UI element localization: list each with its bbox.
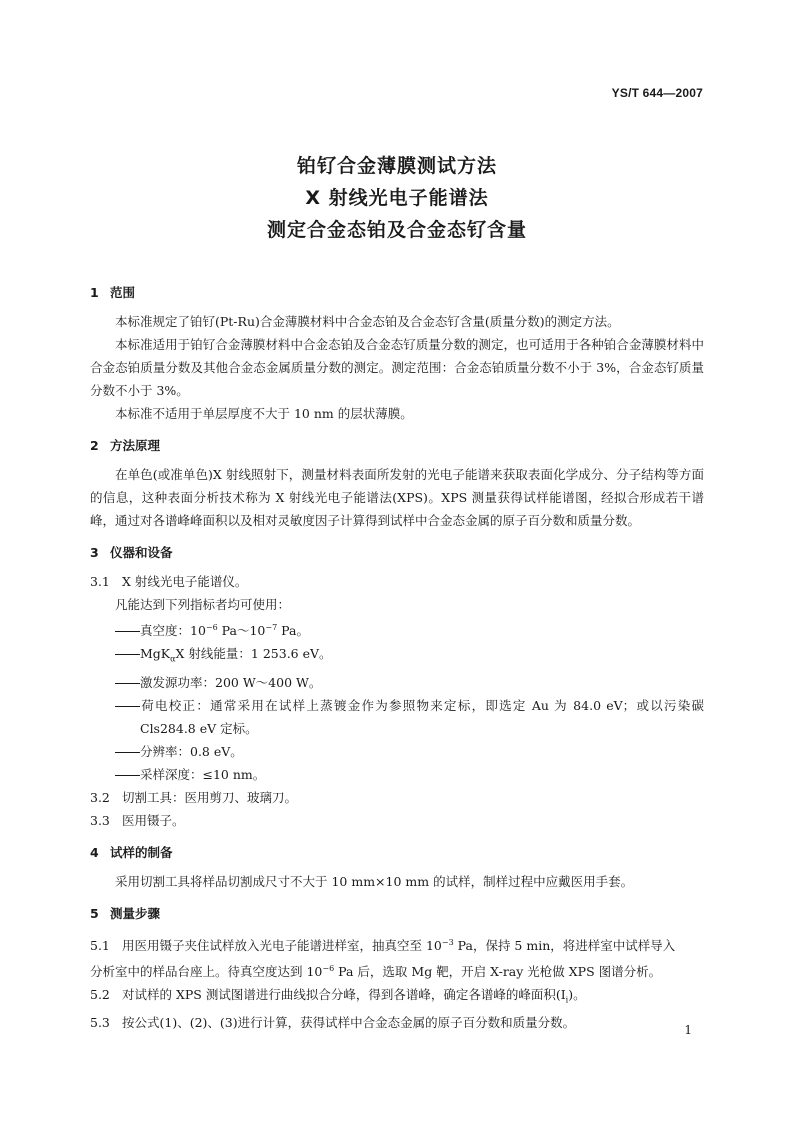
section-number: 4 bbox=[90, 844, 99, 860]
title-line-3: 测定合金态铂及合金态钌含量 bbox=[266, 219, 527, 241]
paragraph: 本标准规定了铂钌(Pt-Ru)合金薄膜材料中合金态铂及合金态钌含量(质量分数)的测定方法。 bbox=[115, 314, 620, 329]
clause-3-2 bbox=[90, 786, 704, 809]
dash-mark bbox=[115, 775, 140, 776]
spec-item-depth: 采样深度：≤10 nm。 bbox=[90, 763, 704, 786]
clause-3-1 bbox=[90, 570, 704, 593]
paragraph: 本标准不适用于单层厚度不大于 10 nm 的层状薄膜。 bbox=[115, 406, 413, 421]
clause-text: 医用镊子。 bbox=[122, 812, 185, 828]
clause-number: 5.2 bbox=[90, 986, 110, 1002]
section-heading-apparatus bbox=[90, 542, 704, 564]
clause-3-3 bbox=[90, 809, 704, 832]
section-title: 范围 bbox=[110, 285, 136, 300]
document-title bbox=[0, 150, 794, 246]
paragraph: 采用切割工具将样品切割成尺寸不大于 10 mm×10 mm 的试样，制样过程中应戴医用手套。 bbox=[115, 873, 634, 889]
clause-text: X 射线光电子能谱仪。 bbox=[122, 574, 248, 589]
spec-item-power: 激发源功率：200 W～400 W。 bbox=[90, 671, 704, 694]
paragraph: 在单色(或准单色)X 射线照射下，测量材料表面所发射的光电子能谱来获取表面化学成分、分子结构等方面的信息，这种表面分析技术称为 X 射线光电子能谱法(XPS)。XPS 测量获得试样能谱图，经拟合形成若干谱峰，通过对各谱峰峰面积以及相对灵敏度因子计算得到试样中合金态金属的原子百分数和质量分数。 bbox=[90, 467, 704, 528]
clause-text: 切割工具：医用剪刀、玻璃刀。 bbox=[122, 789, 298, 805]
dash-mark bbox=[115, 752, 140, 753]
clause-number: 3.3 bbox=[90, 812, 110, 828]
dash-mark bbox=[115, 706, 140, 707]
clause-text: 按公式(1)、(2)、(3)进行计算，获得试样中合金态金属的原子百分数和质量分数。 bbox=[122, 1015, 576, 1031]
clause-number: 3.2 bbox=[90, 789, 110, 805]
section-title: 试样的制备 bbox=[110, 844, 173, 860]
section-number: 5 bbox=[90, 905, 99, 921]
title-line-1: 铂钌合金薄膜测试方法 bbox=[296, 155, 497, 177]
section-number: 2 bbox=[90, 438, 99, 453]
document-code: YS/T 644—2007 bbox=[611, 86, 703, 100]
clause-5-1: 5.1 用医用镊子夹住试样放入光电子能谱进样室，抽真空至 $10^{-3}$ Pa，保持 5 min，将进样室中试样导入 bbox=[90, 931, 704, 957]
clause-number: 5.3 bbox=[90, 1015, 110, 1031]
section-title: 测量步骤 bbox=[110, 905, 161, 921]
dash-mark bbox=[115, 631, 140, 632]
section-title: 仪器和设备 bbox=[110, 545, 173, 560]
document-body bbox=[90, 282, 704, 1034]
spec-item-resolution: 分辨率：0.8 eV。 bbox=[90, 740, 704, 763]
section-heading-principle bbox=[90, 435, 704, 457]
spec-item-vacuum: 真空度：$10^{-6}$ $Pa\sim 10^{-7}$ Pa。 bbox=[90, 616, 704, 642]
page-number: 1 bbox=[684, 1023, 692, 1037]
section-heading-procedure bbox=[90, 903, 704, 925]
dash-mark bbox=[115, 683, 140, 684]
spec-intro: 凡能达到下列指标者均可使用： bbox=[115, 597, 291, 612]
clause-5-1-cont: 分析室中的样品台座上。待真空度达到 $10^{-6}$ Pa 后，选取 Mg 靶，开启 X-ray 光枪做 XPS 图谱分析。 bbox=[90, 963, 662, 979]
spec-item-charge-correction: 荷电校正：通常采用在试样上蒸镀金作为参照物来定标，即选定 Au 为 84.0 eV；或以污染碳Cls284.8 eV 定标。 bbox=[90, 694, 704, 740]
title-line-2: X 射线光电子能谱法 bbox=[305, 187, 489, 209]
section-heading-scope bbox=[90, 282, 704, 304]
section-title: 方法原理 bbox=[110, 438, 161, 453]
clause-5-3 bbox=[90, 1011, 704, 1034]
dash-mark bbox=[115, 654, 140, 655]
spec-item-xray-energy: MgK$_\alpha$X 射线能量：1 253.6 eV。 bbox=[90, 642, 704, 671]
section-number: 3 bbox=[90, 545, 99, 560]
section-number: 1 bbox=[90, 285, 99, 300]
clause-number: 5.1 bbox=[90, 937, 110, 953]
clause-5-2: 5.2 对试样的 XPS 测试图谱进行曲线拟合分峰，得到各谱峰，确定各谱峰的峰面积$(I_i)$。 bbox=[90, 983, 704, 1012]
paragraph: 本标准适用于铂钌合金薄膜材料中合金态铂及合金态钌质量分数的测定，也可适用于各种铂合金薄膜材料中合金态铂质量分数及其他合金态金属质量分数的测定。测定范围：合金态铂质量分数不小于 3%，合金态钌质量分数不小于 3%。 bbox=[90, 337, 704, 398]
clause-number: 3.1 bbox=[90, 574, 110, 589]
section-heading-sample-prep bbox=[90, 842, 704, 864]
